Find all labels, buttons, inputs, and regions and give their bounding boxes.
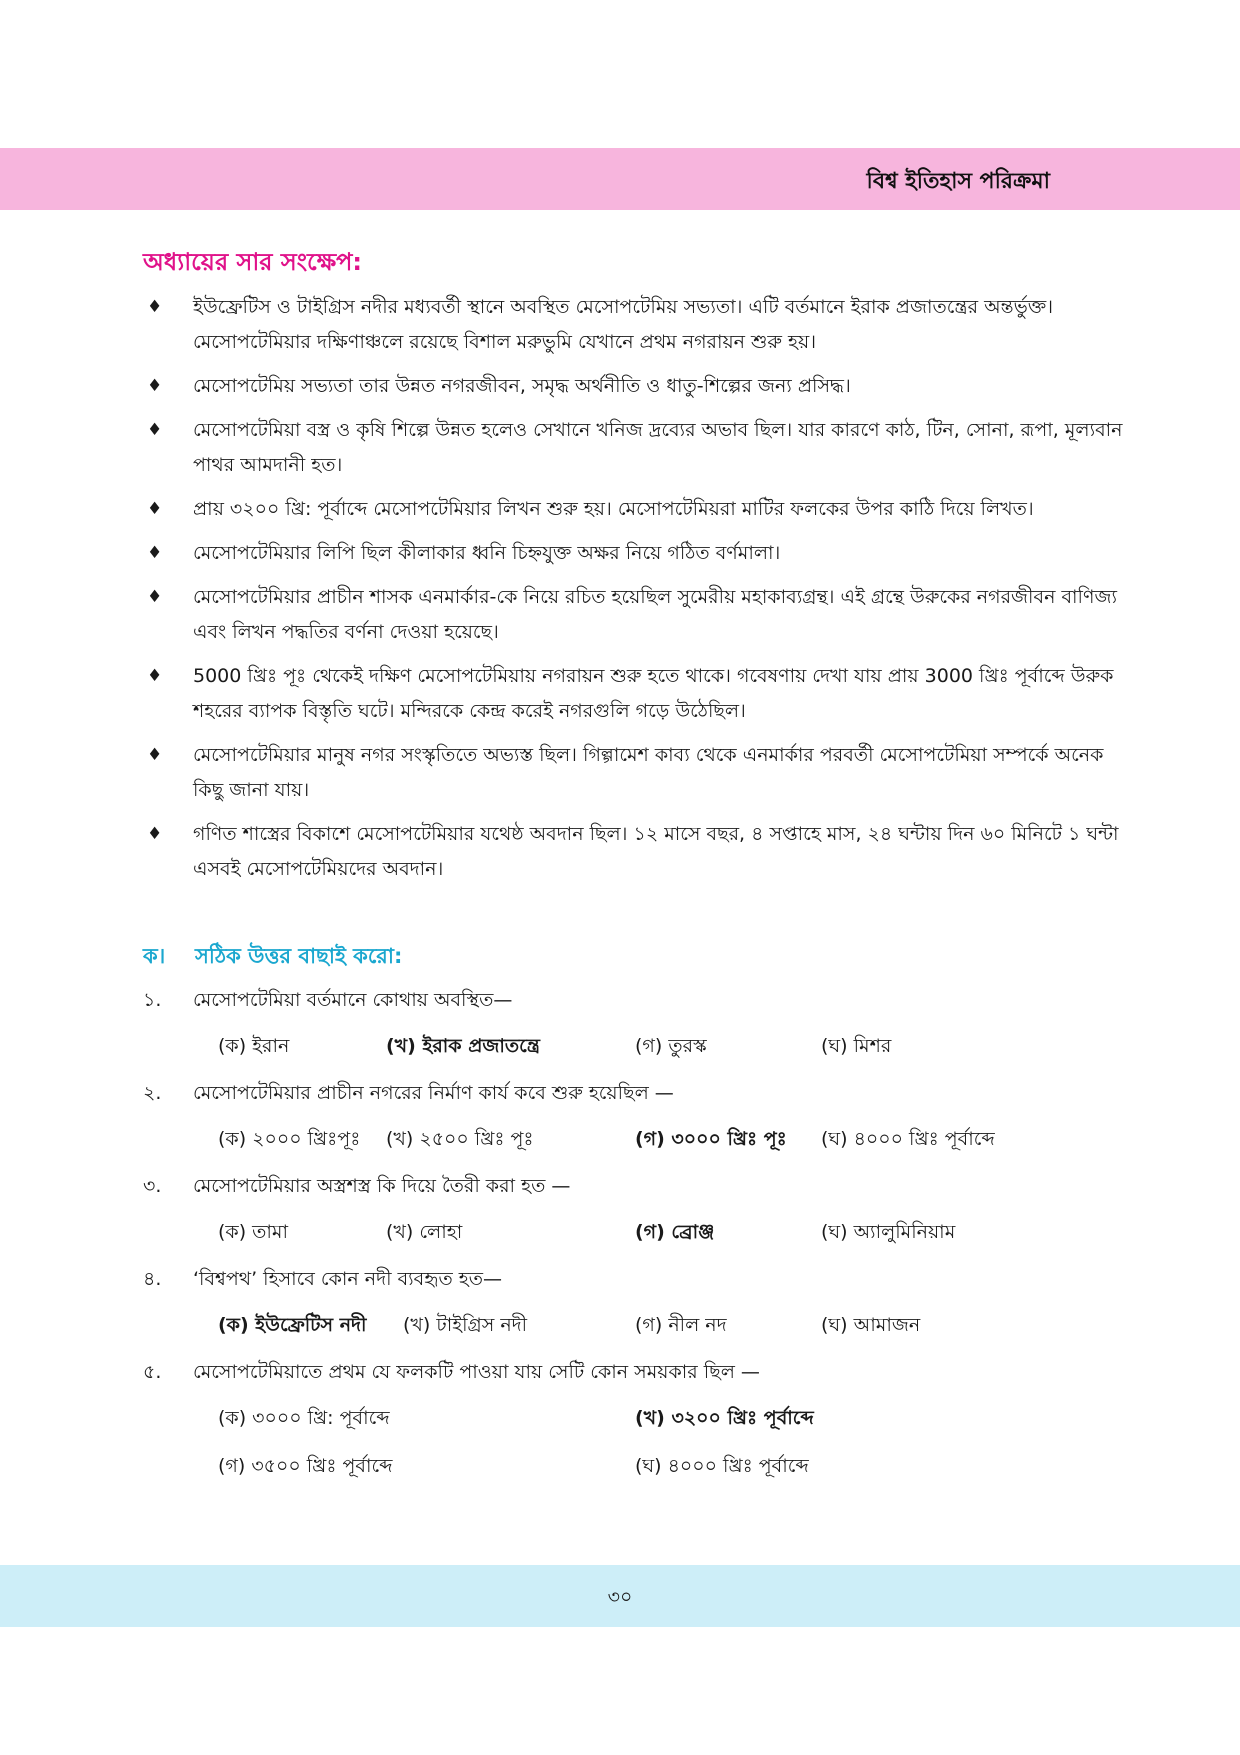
summary-heading: অধ্যায়ের সার সংক্ষেপ: — [143, 248, 363, 276]
option-ka: (ক) তামা — [218, 1221, 288, 1243]
option-gha: (ঘ) ৪০০০ খ্রিঃ পূর্বাব্দে — [821, 1128, 995, 1150]
option-gha: (ঘ) আমাজন — [821, 1314, 921, 1336]
option-ga-correct: (গ) ব্রোঞ্জ — [635, 1221, 715, 1243]
summary-item-text: 5000 খ্রিঃ পূঃ থেকেই দক্ষিণ মেসোপটেমিয়ায় নগরায়ন শুরু হতে থাকে। গবেষণায় দেখা যায় প্রায় 3000 খ্রিঃ পূর্বাব্দে উরুক শহরের ব্যাপক বিস্তৃতি ঘটে। মন্দিরকে কেন্দ্র করেই নগরগুলি গড়ে উঠেছিল। — [193, 665, 1114, 722]
question-body: মেসোপটেমিয়ার অস্ত্রশস্ত্র কি দিয়ে তৈরী করা হত — — [193, 1175, 571, 1197]
option-ka: (ক) ২০০০ খ্রিঃপূঃ — [218, 1128, 361, 1150]
question-4 — [143, 1261, 1133, 1354]
question-body: মেসোপটেমিয়ার প্রাচীন নগরের নির্মাণ কার্য কবে শুরু হয়েছিল — — [193, 1082, 674, 1104]
summary-item-text: মেসোপটেমিয়া বস্ত্র ও কৃষি শিল্পে উন্নত হলেও সেখানে খনিজ দ্রব্যের অভাব ছিল। যার কারণে কাঠ, টিন, সোনা, রূপা, মূল্যবান পাথর আমদানী হত। — [193, 419, 1123, 476]
diamond-bullet-icon: ♦ — [147, 824, 163, 844]
option-ga: (গ) নীল নদ — [635, 1314, 727, 1336]
section-a-label: ক। — [143, 944, 166, 968]
option-ga: (গ) ৩৫০০ খ্রিঃ পূর্বাব্দে — [218, 1455, 393, 1477]
summary-item-text: গণিত শাস্ত্রের বিকাশে মেসোপটেমিয়ার যথেষ্ঠ অবদান ছিল। ১২ মাসে বছর, ৪ সপ্তাহে মাস, ২৪ ঘন্টায় দিন ৬০ মিনিটে ১ ঘন্টা এসবই মেসোপটেমিয়দের অবদান। — [193, 823, 1119, 880]
option-ka: (ক) ইরান — [218, 1035, 290, 1057]
option-ka: (ক) ৩০০০ খ্রি: পূর্বাব্দে — [218, 1407, 390, 1429]
summary-item-text: মেসোপটেমিয় সভ্যতা তার উন্নত নগরজীবন, সমৃদ্ধ অর্থনীতি ও ধাতু-শিল্পের জন্য প্রসিদ্ধ। — [193, 375, 851, 397]
question-text — [143, 1261, 502, 1297]
question-number: ১. — [143, 989, 162, 1011]
question-number: ২. — [143, 1082, 162, 1104]
summary-item — [143, 580, 1133, 650]
question-1 — [143, 982, 1133, 1075]
question-3 — [143, 1168, 1133, 1261]
book-title: বিশ্ব ইতিহাস পরিক্রমা — [866, 169, 1050, 194]
diamond-bullet-icon: ♦ — [147, 666, 163, 686]
summary-item-text: মেসোপটেমিয়ার মানুষ নগর সংস্কৃতিতে অভ্যস্ত ছিল। গিল্গামেশ কাব্য থেকে এনমার্কার পরবর্তী মেসোপটেমিয়া সম্পর্কে অনেক কিছু জানা যায়। — [193, 744, 1104, 801]
mcq-list — [143, 982, 1133, 1504]
header-band — [0, 148, 1240, 210]
question-number: ৪. — [143, 1268, 162, 1290]
summary-item-text: ইউফ্রেটিস ও টাইগ্রিস নদীর মধ্যবর্তী স্থানে অবস্থিত মেসোপটেমিয় সভ্যতা। এটি বর্তমানে ইরাক প্রজাতন্ত্রের অন্তর্ভুক্ত। মেসোপটেমিয়ার দক্ষিণাঞ্চলে রয়েছে বিশাল মরুভুমি যেখানে প্রথম নগরায়ন শুরু হয়। — [193, 296, 1054, 353]
option-kha: (খ) লোহা — [386, 1221, 463, 1243]
section-a-title: সঠিক উত্তর বাছাই করো: — [195, 944, 403, 968]
footer-band — [0, 1565, 1240, 1627]
option-kha-correct: (খ) ইরাক প্রজাতন্ত্রে — [386, 1035, 540, 1057]
question-body: মেসোপটেমিয়াতে প্রথম যে ফলকটি পাওয়া যায় সেটি কোন সময়কার ছিল — — [193, 1361, 760, 1383]
option-ka-correct: (ক) ইউফ্রেটিস নদী — [218, 1314, 367, 1336]
option-gha: (ঘ) ৪০০০ খ্রিঃ পূর্বাব্দে — [635, 1455, 809, 1477]
option-gha: (ঘ) অ্যালুমিনিয়াম — [821, 1221, 956, 1243]
question-number: ৩. — [143, 1175, 162, 1197]
question-5 — [143, 1354, 1133, 1504]
summary-list — [143, 290, 1133, 896]
option-gha: (ঘ) মিশর — [821, 1035, 892, 1057]
summary-item — [143, 536, 1133, 571]
summary-item — [143, 659, 1133, 729]
summary-item-text: মেসোপটেমিয়ার প্রাচীন শাসক এনমার্কার-কে নিয়ে রচিত হয়েছিল সুমেরীয় মহাকাব্যগ্রন্থ। এই গ্রন্থে উরুকের নগরজীবন বাণিজ্য এবং লিখন পদ্ধতির বর্ণনা দেওয়া হয়েছে। — [193, 586, 1117, 643]
page-number: ৩০ — [607, 1586, 633, 1608]
option-ga: (গ) তুরস্ক — [635, 1035, 707, 1057]
diamond-bullet-icon: ♦ — [147, 543, 163, 563]
diamond-bullet-icon: ♦ — [147, 376, 163, 396]
section-a-heading — [143, 940, 402, 975]
question-text — [143, 1075, 674, 1111]
question-text — [143, 982, 512, 1018]
question-body: মেসোপটেমিয়া বর্তমানে কোথায় অবস্থিত— — [193, 989, 513, 1011]
option-kha-correct: (খ) ৩২০০ খ্রিঃ পূর্বাব্দে — [635, 1407, 814, 1429]
summary-item-text: মেসোপটেমিয়ার লিপি ছিল কীলাকার ধ্বনি চিহ্নযুক্ত অক্ষর নিয়ে গঠিত বর্ণমালা। — [193, 542, 781, 564]
question-body: ‘বিশ্বপথ’ হিসাবে কোন নদী ব্যবহৃত হত— — [193, 1268, 502, 1290]
summary-item — [143, 738, 1133, 808]
diamond-bullet-icon: ♦ — [147, 499, 163, 519]
summary-item — [143, 492, 1133, 527]
diamond-bullet-icon: ♦ — [147, 745, 163, 765]
summary-item — [143, 290, 1133, 360]
diamond-bullet-icon: ♦ — [147, 297, 163, 317]
option-ga-correct: (গ) ৩০০০ খ্রিঃ পূঃ — [635, 1128, 787, 1150]
question-text — [143, 1168, 570, 1204]
question-text — [143, 1354, 760, 1390]
summary-item — [143, 369, 1133, 404]
question-2 — [143, 1075, 1133, 1168]
option-kha: (খ) ২৫০০ খ্রিঃ পূঃ — [386, 1128, 534, 1150]
diamond-bullet-icon: ♦ — [147, 420, 163, 440]
summary-item — [143, 817, 1133, 887]
option-kha: (খ) টাইগ্রিস নদী — [403, 1314, 528, 1336]
question-number: ৫. — [143, 1361, 162, 1383]
summary-item — [143, 413, 1133, 483]
diamond-bullet-icon: ♦ — [147, 587, 163, 607]
summary-item-text: প্রায় ৩২০০ খ্রি: পূর্বাব্দে মেসোপটেমিয়ার লিখন শুরু হয়। মেসোপটেমিয়রা মাটির ফলকের উপর কাঠি দিয়ে লিখত। — [193, 498, 1034, 520]
